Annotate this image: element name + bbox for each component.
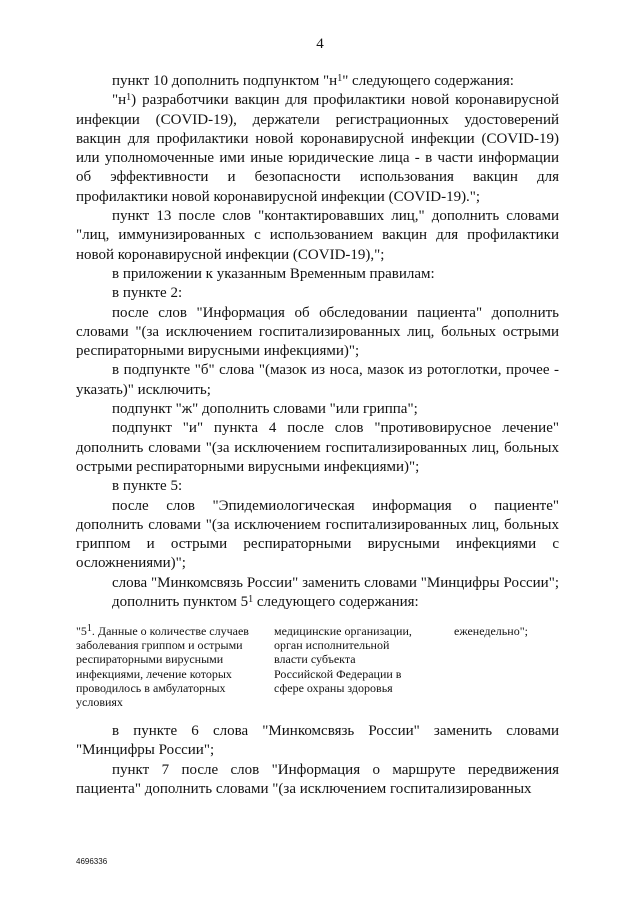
paragraph: подпункт "ж" дополнить словами "или гриппа"; xyxy=(112,401,418,418)
page-number: 4 xyxy=(316,36,324,52)
paragraph: пункт 7 после слов "Информация о маршруте передвижения пациента" дополнить словами "(за исключением госпитализированных xyxy=(76,761,559,797)
document-body xyxy=(76,72,559,612)
paragraph: дополнить пунктом $5^1$ следующего содержания: xyxy=(112,594,419,611)
paragraph: в приложении к указанным Временным правилам: xyxy=(112,265,435,282)
table-cell-source: медицинские организации, орган исполнительной власти субъекта Российской Федерации в сфере охраны здоровья xyxy=(274,624,412,695)
table-cell-frequency: еженедельно"; xyxy=(454,624,528,638)
table-cell-data-name: "$5^1$. Данные о количестве случаев заболевания гриппом и острыми респираторными вирусными инфекциями, лечение которых проводилось в амбулаторных условиях xyxy=(76,623,249,710)
paragraph: после слов "Информация об обследовании пациента" дополнить словами "(за исключением госпитализированных лиц, больных острыми респираторными вирусными инфекциями)"; xyxy=(76,304,559,360)
paragraph: пункт 13 после слов "контактировавших лиц," дополнить словами "лиц, иммунизированных с использованием вакцин для профилактики новой коронавирусной инфекции (COVID-19),"; xyxy=(76,208,559,263)
paragraph: "$н^1$) разработчики вакцин для профилактики новой коронавирусной инфекции (COVID-19), держатели регистрационных удостоверений вакцин для профилактики новой коронавирусной инфекции (COVID-19) или уполномоченные ими иные юридические лица - в части информации об эффективности и безопасности использования вакцин для профилактики новой коронавирусной инфекции (COVID-19)."; xyxy=(76,92,559,205)
paragraph: в пункте 6 слова "Минкомсвязь России" заменить словами "Минцифры России"; xyxy=(76,723,559,759)
paragraph: в пункте 2: xyxy=(112,285,183,302)
document-body-continued xyxy=(76,722,559,799)
paragraph: после слов "Эпидемиологическая информация о пациенте" дополнить словами "(за исключением госпитализированных лиц, больных гриппом и острыми респираторными вирусными инфекциями с осложнениями)"; xyxy=(76,497,559,572)
paragraph: в пункте 5: xyxy=(112,478,183,495)
inserted-table-row xyxy=(76,624,559,714)
paragraph: в подпункте "б" слова "(мазок из носа, мазок из ротоглотки, прочее - указать)" исключить; xyxy=(76,362,559,398)
document-id: 4696336 xyxy=(76,857,108,866)
paragraph: слова "Минкомсвязь России" заменить словами "Минцифры России"; xyxy=(112,574,559,591)
paragraph: подпункт "и" пункта 4 после слов "противовирусное лечение" дополнить словами "(за исключением госпитализированных лиц, больных острыми респираторными вирусными инфекциями)"; xyxy=(76,420,559,475)
paragraph: пункт 10 дополнить подпунктом "$н^1$" следующего содержания: xyxy=(112,73,514,89)
